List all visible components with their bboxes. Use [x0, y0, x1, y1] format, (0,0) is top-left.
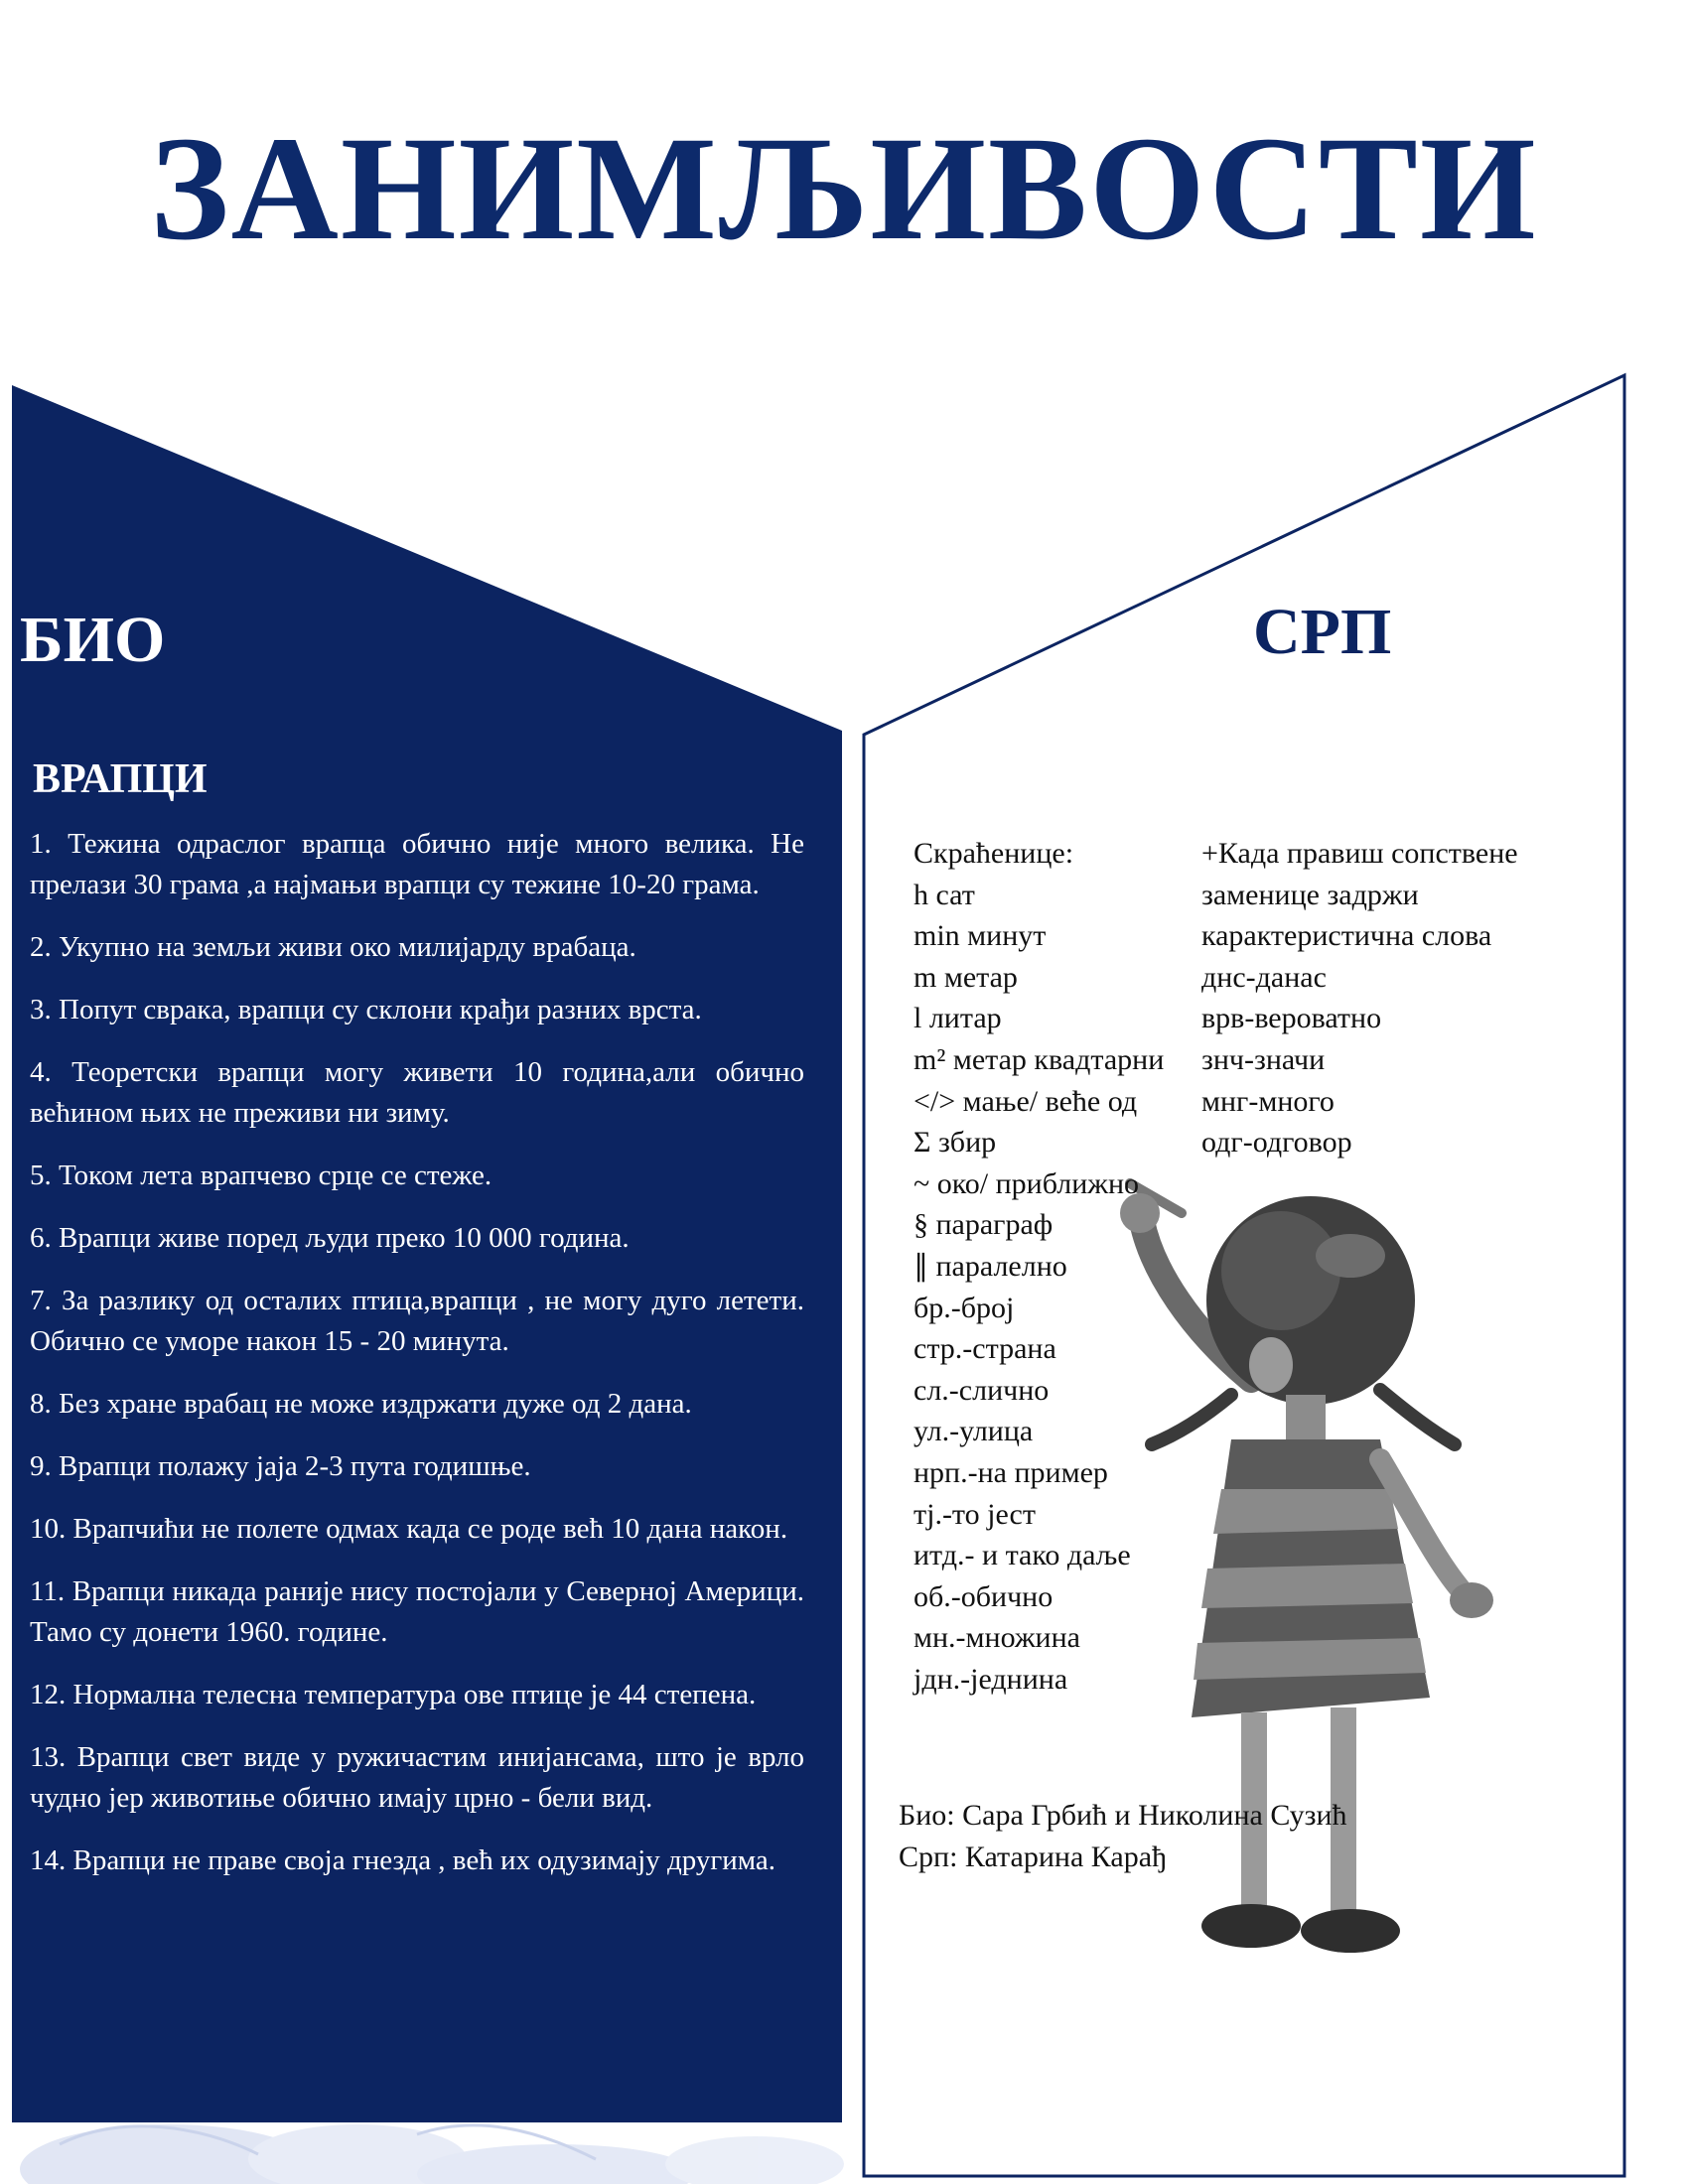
flower-decoration [20, 2124, 844, 2184]
tip-item: врв-вероватно [1201, 1002, 1382, 1035]
abbreviation-item: итд.- и тако даље [914, 1539, 1131, 1572]
abbreviation-item: l литар [914, 1002, 1002, 1035]
fact-item: 3. Попут свракa, врапци су склони крађи разних врста. [30, 994, 702, 1025]
abbreviation-item: стр.-страна [914, 1332, 1056, 1366]
abbreviation-item: јдн.-једнина [914, 1662, 1068, 1696]
fact-item: 9. Врапци полажу јаја 2-3 пута годишње. [30, 1450, 531, 1482]
fact-item: 6. Врапци живе поред људи преко 10 000 година. [30, 1222, 630, 1254]
credit-line: Срп: Катарина Карађ [899, 1840, 1167, 1873]
fact-item: 10. Врапчићи не полете одмах када се роде већ 10 дана након. [30, 1513, 788, 1545]
abbreviation-item: сл.-слично [914, 1373, 1050, 1407]
tip-item: мнг-много [1201, 1084, 1335, 1118]
tip-item: днс-данас [1201, 960, 1327, 994]
abbreviation-item: h сат [914, 878, 975, 911]
abbreviation-item: ∥ паралелно [914, 1249, 1067, 1283]
bio-subheading: ВРАПЦИ [33, 756, 208, 802]
abbreviation-item: нрп.-на пример [914, 1455, 1108, 1489]
abbreviation-item: мн.-множина [914, 1621, 1080, 1655]
abbreviations-list [914, 833, 1211, 1700]
credit-line: Био: Сара Грбић и Николина Сузић [899, 1799, 1347, 1832]
abbreviation-item: m метар [914, 960, 1018, 994]
abbreviation-item: бр.-број [914, 1291, 1015, 1324]
abbreviation-item: тј.-то јест [914, 1497, 1036, 1531]
fact-item: 1. Тежина одраслог врапца обично није много велика. Не прелази 30 грама ,а најмањи врапци су тежине 10-20 грама. [30, 828, 804, 900]
tip-item: знч-значи [1201, 1042, 1326, 1076]
abbreviation-item: Скраћенице: [914, 837, 1074, 870]
tip-item: карактеристична слова [1201, 919, 1492, 953]
abbreviation-item: </> мање/ веће од [914, 1084, 1138, 1118]
page-title: ЗАНИМЉИВОСТИ [150, 106, 1538, 271]
abbreviation-item: ул.-улица [914, 1415, 1034, 1448]
abbreviation-item: Σ збир [914, 1126, 997, 1160]
fact-item: 11. Врапци никада раније нису постојали у Северној Америци. Тамо су донети 1960. године. [30, 1575, 804, 1648]
srp-heading: СРП [1253, 596, 1392, 668]
bio-facts-list [30, 824, 804, 1903]
abbreviation-item: ~ око/ приближно [914, 1166, 1140, 1200]
fact-item: 2. Укупно на земљи живи око милијарду врабаца. [30, 931, 636, 963]
tips-list [1201, 833, 1579, 1163]
tip-item: +Када правиш сопствене [1201, 837, 1518, 870]
bio-heading: БИО [20, 604, 166, 676]
fact-item: 12. Нормална телесна температура ове птице је 44 степена. [30, 1679, 757, 1710]
fact-item: 13. Врапци свет виде у ружичастим инијансама, што је врло чудно јер животиње обично имају црно - бели вид. [30, 1741, 804, 1814]
fact-item: 14. Врапци не праве своја гнезда , већ их одузимају другима. [30, 1844, 776, 1876]
tip-item: одг-одговор [1201, 1126, 1352, 1160]
tip-item: заменице задржи [1201, 878, 1419, 911]
abbreviation-item: min минут [914, 919, 1047, 953]
fact-item: 4. Теоретски врапци могу живети 10 година,али обично већином њих не преживи ни зиму. [30, 1056, 804, 1129]
abbreviation-item: m² метар квадтарни [914, 1042, 1165, 1076]
fact-item: 7. За разлику од осталих птица,врапци , не могу дуго летети. Обично се уморе након 15 - 20 минута. [30, 1285, 804, 1357]
abbreviation-item: об.-обично [914, 1579, 1054, 1613]
abbreviation-item: § параграф [914, 1208, 1054, 1242]
credits [899, 1795, 1514, 1877]
fact-item: 8. Без хране врабац не може издржати дуже од 2 дана. [30, 1388, 692, 1420]
fact-item: 5. Током лета врапчево срце се стеже. [30, 1160, 492, 1191]
